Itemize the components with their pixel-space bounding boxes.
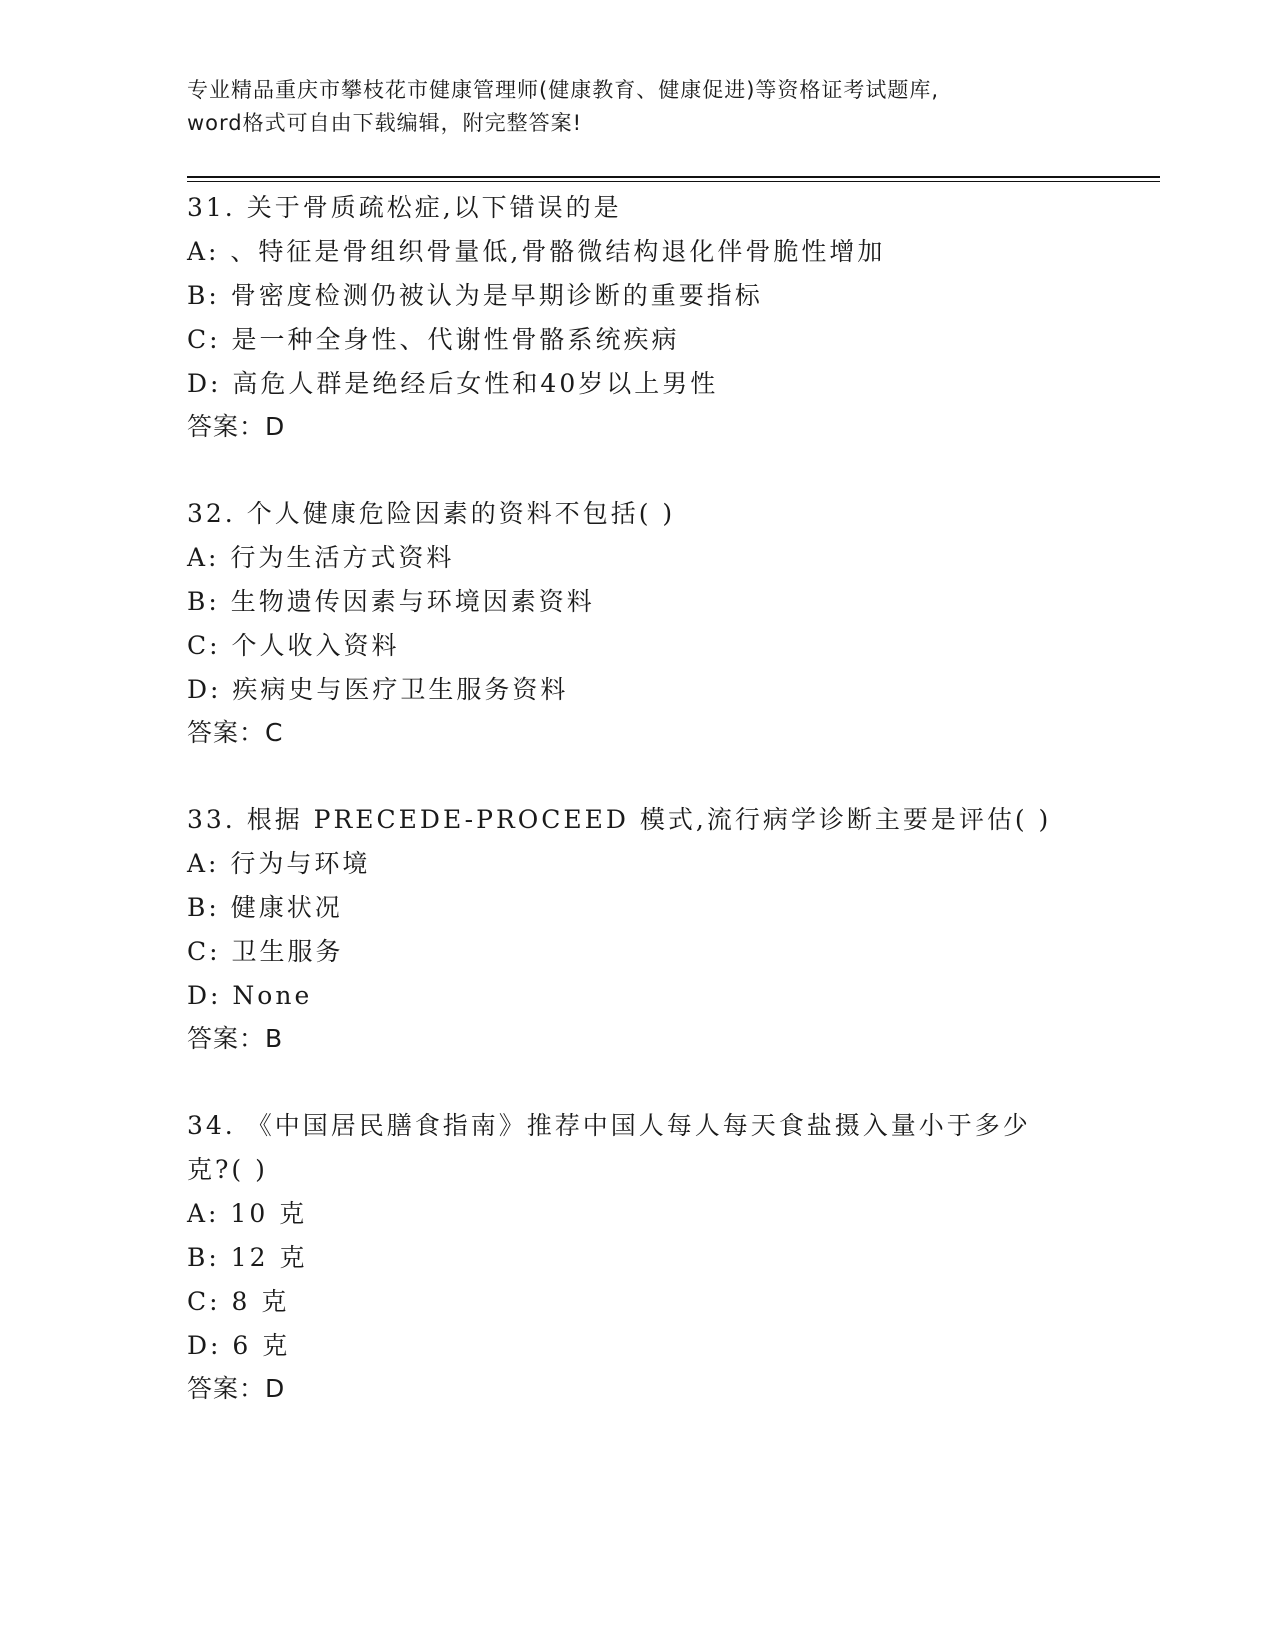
- question-34-option-a: A: 10 克: [187, 1199, 308, 1228]
- question-33-option-a: A: 行为与环境: [187, 849, 371, 878]
- question-31-option-a: A: 、特征是骨组织骨量低,骨骼微结构退化伴骨脆性增加: [187, 237, 886, 266]
- question-34-answer: 答案：D: [187, 1374, 286, 1403]
- header-divider: [187, 176, 1160, 182]
- question-33-stem: 33. 根据 PRECEDE-PROCEED 模式,流行病学诊断主要是评估( ): [187, 805, 1052, 834]
- question-33-answer: 答案：B: [187, 1024, 284, 1053]
- question-31-answer: 答案：D: [187, 412, 286, 441]
- question-33-option-d: D: None: [187, 981, 313, 1010]
- question-33-option-b: B: 健康状况: [187, 893, 343, 922]
- question-33-option-c: C: 卫生服务: [187, 937, 344, 966]
- question-34-option-c: C: 8 克: [187, 1287, 290, 1316]
- question-32-option-c: C: 个人收入资料: [187, 631, 400, 660]
- document-header: [187, 74, 1067, 140]
- question-31-option-c: C: 是一种全身性、代谢性骨骼系统疾病: [187, 325, 680, 354]
- question-31-option-b: B: 骨密度检测仍被认为是早期诊断的重要指标: [187, 281, 763, 310]
- question-32-stem: 32. 个人健康危险因素的资料不包括( ): [187, 499, 676, 528]
- question-34-stem-continued: 克?( ): [187, 1155, 268, 1184]
- question-31-option-d: D: 高危人群是绝经后女性和40岁以上男性: [187, 369, 719, 398]
- question-34-option-b: B: 12 克: [187, 1243, 308, 1272]
- header-line-2: word格式可自由下载编辑，附完整答案!: [187, 111, 583, 135]
- header-line-1: 专业精品重庆市攀枝花市健康管理师(健康教育、健康促进)等资格证考试题库,: [187, 78, 940, 102]
- question-34-option-d: D: 6 克: [187, 1331, 291, 1360]
- question-34-stem: 34. 《中国居民膳食指南》推荐中国人每人每天食盐摄入量小于多少: [187, 1111, 1031, 1140]
- question-31-stem: 31. 关于骨质疏松症,以下错误的是: [187, 193, 622, 222]
- question-32-answer: 答案：C: [187, 718, 284, 747]
- question-32-option-a: A: 行为生活方式资料: [187, 543, 455, 572]
- question-32-option-d: D: 疾病史与医疗卫生服务资料: [187, 675, 569, 704]
- question-32-option-b: B: 生物遗传因素与环境因素资料: [187, 587, 595, 616]
